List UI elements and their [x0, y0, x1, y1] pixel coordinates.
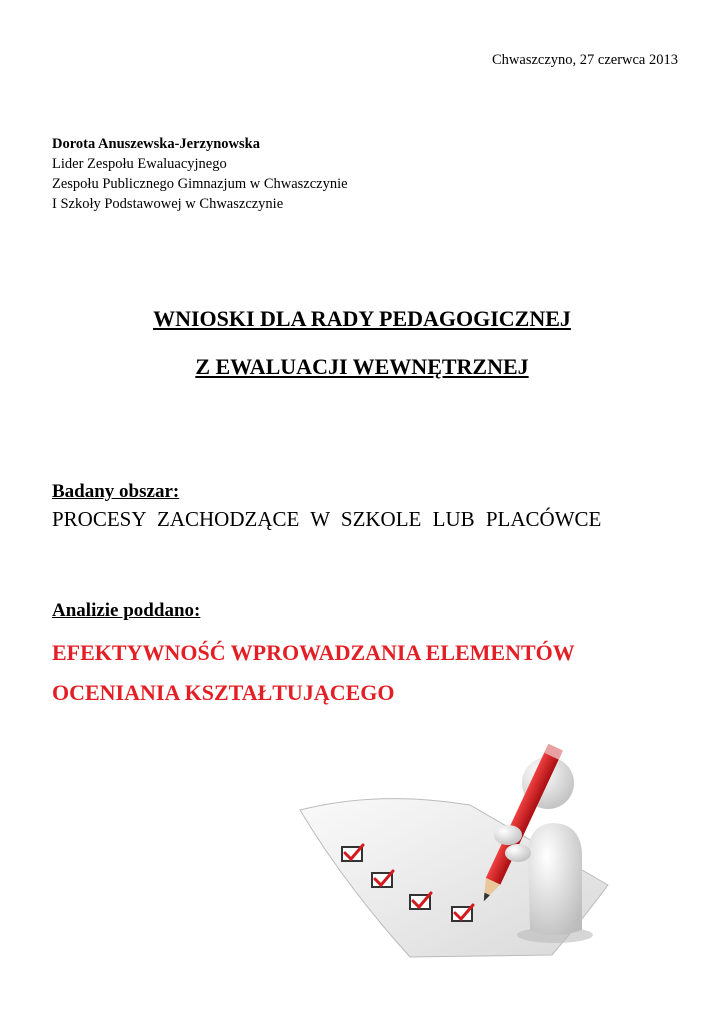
author-name: Dorota Anuszewska-Jerzynowska — [52, 136, 260, 152]
analysis-label: Analizie poddano: — [52, 600, 201, 621]
title-line1: WNIOSKI DLA RADY PEDAGOGICZNEJ — [153, 306, 571, 331]
analysis-line1: EFEKTYWNOŚĆ WPROWADZANIA ELEMENTÓW — [52, 640, 575, 665]
author-role: Lider Zespołu Ewaluacyjnego — [52, 156, 227, 172]
title-line2: Z EWALUACJI WEWNĘTRZNEJ — [195, 354, 529, 379]
place-date: Chwaszczyno, 27 czerwca 2013 — [491, 52, 678, 68]
author-block — [52, 134, 348, 214]
checklist-figure-with-pencil-icon — [290, 735, 620, 965]
document-title — [0, 306, 724, 402]
author-institution-line2: I Szkoły Podstawowej w Chwaszczynie — [52, 196, 284, 212]
area-label: Badany obszar: — [52, 481, 180, 502]
area-value: PROCESY ZACHODZĄCE W SZKOLE LUB PLACÓWCE — [52, 507, 602, 531]
author-institution-line1: Zespołu Publicznego Gimnazjum w Chwaszczynie — [52, 176, 348, 192]
analysis-value — [52, 633, 575, 713]
analysis-line2: OCENIANIA KSZTAŁTUJĄCEGO — [52, 680, 395, 705]
